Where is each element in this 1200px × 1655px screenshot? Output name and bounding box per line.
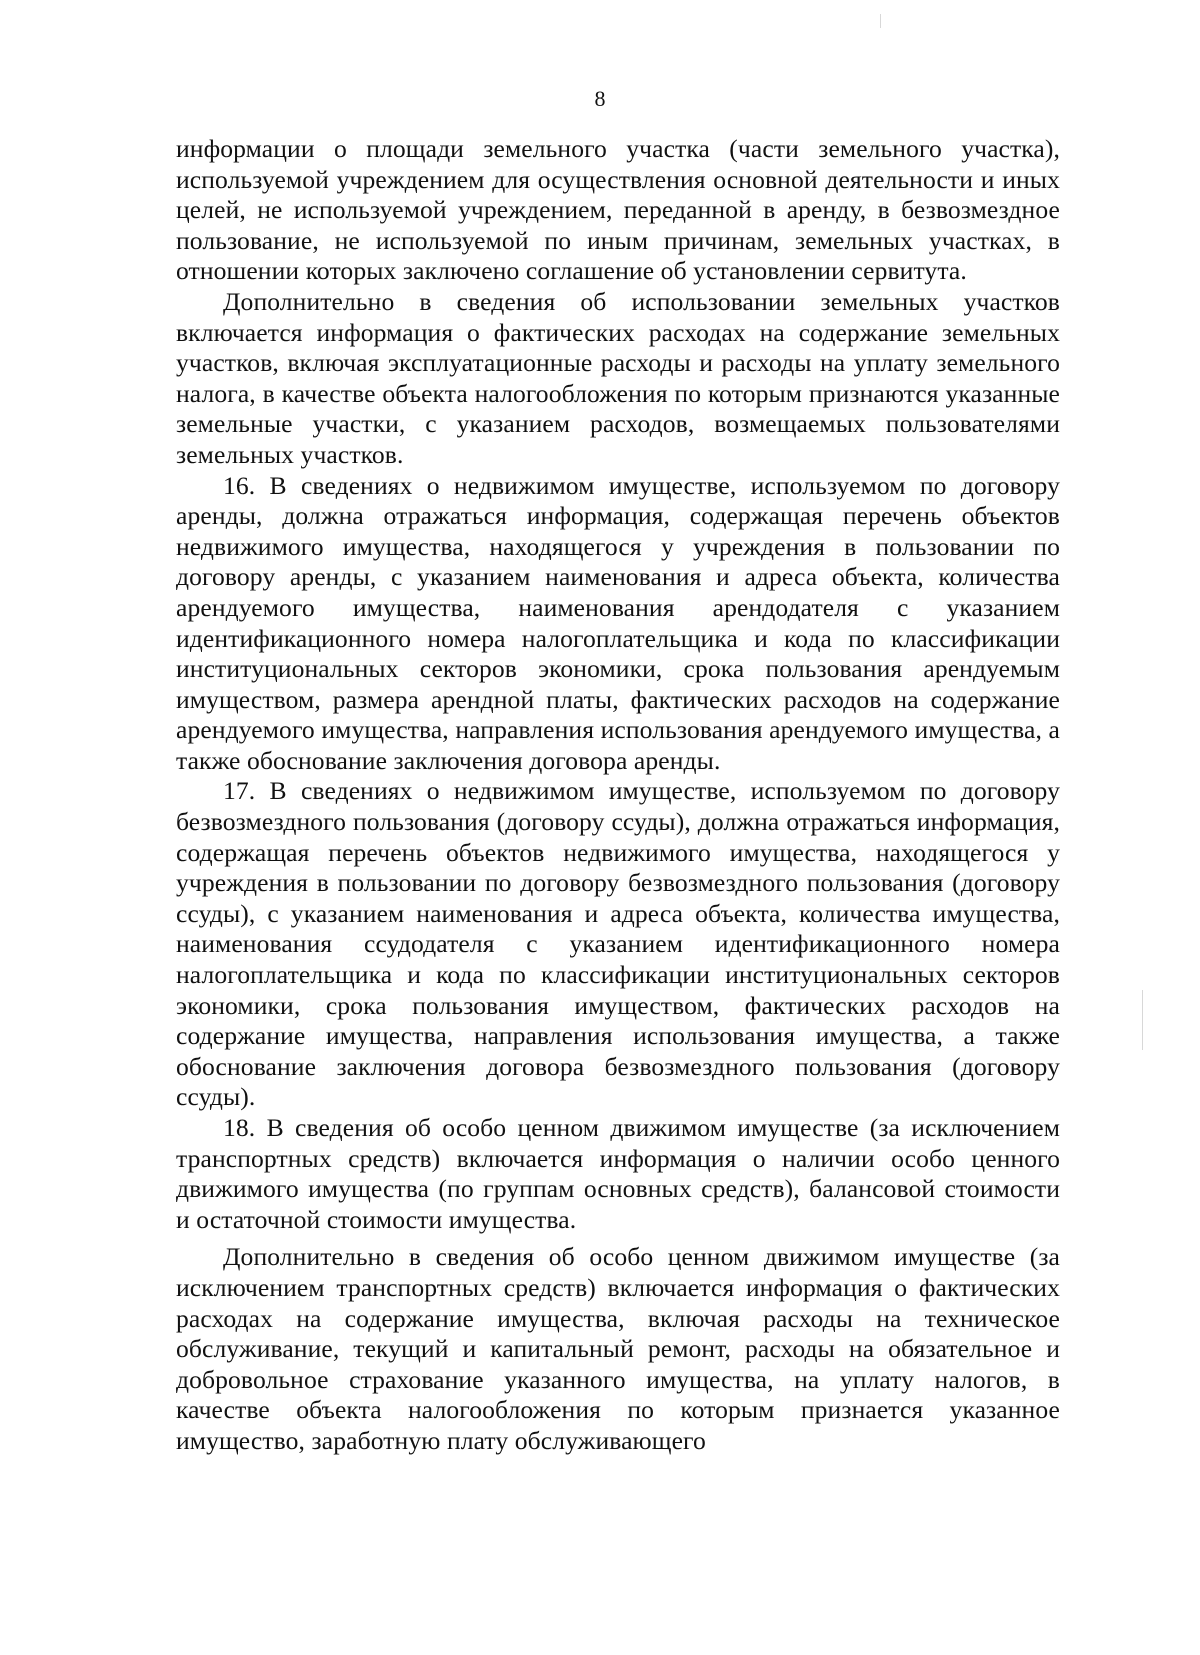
paragraph-17-free-use: 17. В сведениях о недвижимом имуществе, используемом по договору безвозмездного пользования (договору ссуды), должна отражаться информация, содержащая перечень объектов недвижимого имущества, находящегося у учреждения в пользовании по договору безвозмездного пользования (договору ссуды), с указанием наименования и адреса объекта, количества имущества, наименования ссудодателя с указанием идентификационного номера налогоплательщика и кода по классификации институциональных секторов экономики, срока пользования имуществом, фактических расходов на содержание имущества, направления использования имущества, а также обоснование заключения договора безвозмездного пользования (договору ссуды). <box>176 776 1060 1112</box>
paragraph-18-movable-property: 18. В сведения об особо ценном движимом имуществе (за исключением транспортных средств) включается информация о наличии особо ценного движимого имущества (по группам основных средств), балансовой стоимости и остаточной стоимости имущества. <box>176 1113 1060 1234</box>
paragraph-land-plot-info: информации о площади земельного участка (части земельного участка), используемой учреждением для осуществления основной деятельности и иных целей, не используемой учреждением, переданной в аренду, в безвозмездное пользование, не используемой по иным причинам, земельных участках, в отношении которых заключено соглашение об установлении сервитута. <box>176 134 1060 286</box>
scan-artifact-top-right <box>880 14 881 28</box>
page-number: 8 <box>594 86 606 111</box>
paragraph-16-lease: 16. В сведениях о недвижимом имуществе, используемом по договору аренды, должна отражаться информация, содержащая перечень объектов недвижимого имущества, находящегося у учреждения в пользовании по договору аренды, с указанием наименования и адреса объекта, количества арендуемого имущества, наименования арендодателя с указанием идентификационного номера налогоплательщика и кода по классификации институциональных секторов экономики, срока пользования арендуемым имуществом, размера арендной платы, фактических расходов на содержание арендуемого имущества, направления использования арендуемого имущества, а также обоснование заключения договора аренды. <box>176 470 1060 775</box>
document-body <box>176 134 1060 1457</box>
scan-artifact-right-edge <box>1142 990 1143 1050</box>
paragraph-movable-property-expenses: Дополнительно в сведения об особо ценном движимом имуществе (за исключением транспортных средств) включается информация о фактических расходах на содержание имущества, включая расходы на техническое обслуживание, текущий и капитальный ремонт, расходы на обязательное и добровольное страхование указанного имущества, на уплату налогов, в качестве объекта налогообложения по которым признается указанное имущество, заработную плату обслуживающего <box>176 1242 1060 1455</box>
paragraph-land-plot-expenses: Дополнительно в сведения об использовании земельных участков включается информация о фактических расходах на содержание земельных участков, включая эксплуатационные расходы и расходы на уплату земельного налога, в качестве объекта налогообложения по которым признаются указанные земельные участки, с указанием расходов, возмещаемых пользователями земельных участков. <box>176 286 1060 469</box>
